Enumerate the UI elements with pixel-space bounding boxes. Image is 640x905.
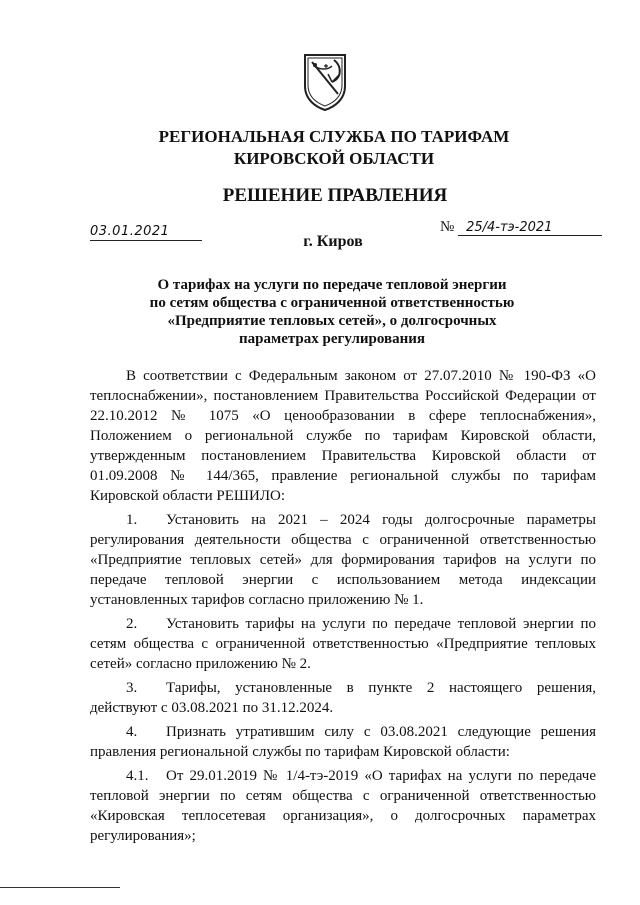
subject-line-3: «Предприятие тепловых сетей», о долгосрочных	[167, 313, 497, 329]
number-label: №	[440, 219, 455, 235]
decision-item	[90, 678, 596, 718]
item-text: Установить тарифы на услуги по передаче тепловой энергии по сетям общества с ограниченной ответственностью «Предприятие тепловых сетей» согласно приложению № 2.	[90, 616, 596, 672]
decision-item	[90, 614, 596, 674]
decision-item	[90, 510, 596, 610]
org-line-1: РЕГИОНАЛЬНАЯ СЛУЖБА ПО ТАРИФАМ	[158, 127, 510, 146]
number-value: 25/4-тэ-2021	[458, 220, 602, 236]
document-body	[90, 366, 596, 846]
item-number: 4.	[126, 724, 138, 740]
item-number: 2.	[126, 616, 138, 632]
item-text: Установить на 2021 – 2024 годы долгосрочные параметры регулирования деятельности общества с ограниченной ответственностью «Предприятие тепловых сетей» для формирования тарифов на услуги по передаче тепловой энергии с использованием метода индексации установленных тарифов согласно приложению № 1.	[90, 512, 596, 608]
subject-line-4: параметрах регулирования	[239, 331, 425, 347]
item-number: 1.	[126, 512, 138, 528]
subject-heading	[0, 276, 640, 348]
footer-divider	[0, 887, 120, 888]
decision-item	[90, 722, 596, 762]
item-text: Признать утратившим силу с 03.08.2021 следующие решения правления региональной службы по тарифам Кировской области:	[90, 724, 596, 760]
decision-title: РЕШЕНИЕ ПРАВЛЕНИЯ	[222, 185, 448, 206]
decision-subitem	[90, 766, 596, 846]
item-text: От 29.01.2019 № 1/4-тэ-2019 «О тарифах на услуги по передаче тепловой энергии по сетям общества с ограниченной ответственностью «Кировская теплосетевая организация», о долгосрочных параметрах регулирования»;	[90, 768, 596, 844]
preamble-paragraph: В соответствии с Федеральным законом от 27.07.2010 № 190-ФЗ «О теплоснабжении», постановлением Правительства Российской Федерации от 22.10.2012 № 1075 «О ценообразовании в сфере теплоснабжения», Положением о региональной службе по тарифам Кировской области, утвержденным постановлением Правительства Кировской области от 01.09.2008 № 144/365, правление региональной службы по тарифам Кировской области РЕШИЛО:	[90, 368, 596, 504]
subject-line-1: О тарифах на услуги по передаче тепловой энергии	[157, 277, 507, 293]
subject-line-2: по сетям общества с ограниченной ответственностью	[149, 295, 515, 311]
item-text: Тарифы, установленные в пункте 2 настоящего решения, действуют с 03.08.2021 по 31.12.2024.	[90, 680, 596, 716]
organization-name	[0, 126, 640, 170]
city: г. Киров	[303, 233, 363, 250]
org-line-2: КИРОВСКОЙ ОБЛАСТИ	[233, 149, 435, 168]
kirov-coat-of-arms-icon	[302, 52, 348, 112]
item-number: 3.	[126, 680, 138, 696]
decision-date: 03.01.2021	[90, 224, 202, 241]
item-number: 4.1.	[126, 768, 149, 784]
